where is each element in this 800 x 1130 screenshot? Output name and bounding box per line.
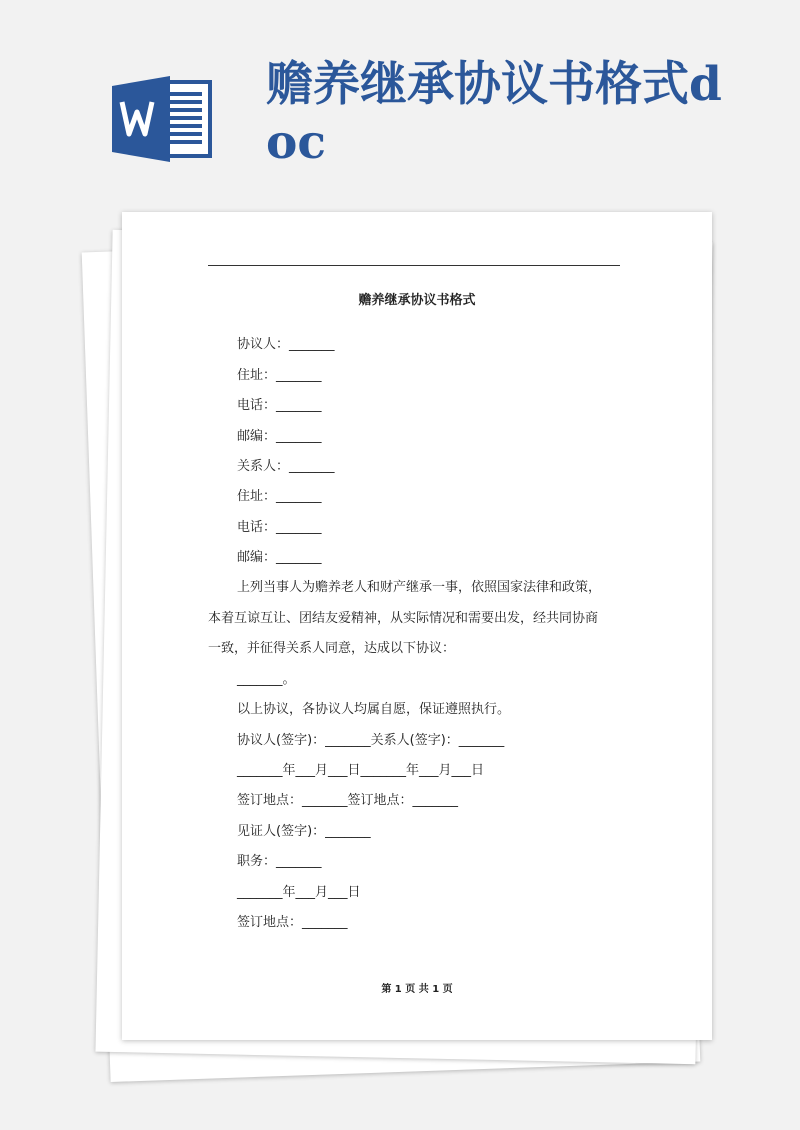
doc-paragraph-line: 本着互谅互让、团结友爱精神，从实际情况和需要出发，经共同协商 <box>208 611 599 626</box>
doc-line: 协议人(签字)：_______关系人(签字)：_______ <box>237 733 505 748</box>
doc-line: 电话：_______ <box>237 520 322 535</box>
doc-line: 电话：_______ <box>237 398 322 413</box>
doc-line: 邮编：_______ <box>237 550 322 565</box>
doc-line: _______年___月___日 <box>237 885 361 900</box>
doc-paragraph-line: 上列当事人为赡养老人和财产继承一事，依照国家法律和政策， <box>237 580 602 595</box>
header-title: 赡养继承协议书格式doc <box>266 57 722 170</box>
doc-line: 签订地点：_______ <box>237 915 348 930</box>
doc-line: _______年___月___日_______年___月___日 <box>237 763 485 778</box>
doc-line: 住址：_______ <box>237 368 322 383</box>
doc-line: 住址：_______ <box>237 489 322 504</box>
doc-line: 协议人：_______ <box>237 337 335 352</box>
doc-line: 见证人(签字)：_______ <box>237 824 371 839</box>
doc-line: 关系人：_______ <box>237 459 335 474</box>
document-title: 赡养继承协议书格式 <box>358 293 476 308</box>
doc-line: 邮编：_______ <box>237 429 322 444</box>
header-rule <box>208 265 620 266</box>
doc-line: 职务：_______ <box>237 854 322 869</box>
doc-line: _______。 <box>237 672 296 687</box>
word-icon <box>110 76 216 162</box>
doc-line: 以上协议，各协议人均属自愿，保证遵照执行。 <box>237 702 511 717</box>
doc-line: 签订地点：_______签订地点：_______ <box>237 793 459 808</box>
doc-paragraph-line: 一致，并征得关系人同意，达成以下协议： <box>208 641 456 656</box>
document-page <box>122 212 712 1040</box>
page-footer: 第 1 页 共 1 页 <box>381 984 453 995</box>
